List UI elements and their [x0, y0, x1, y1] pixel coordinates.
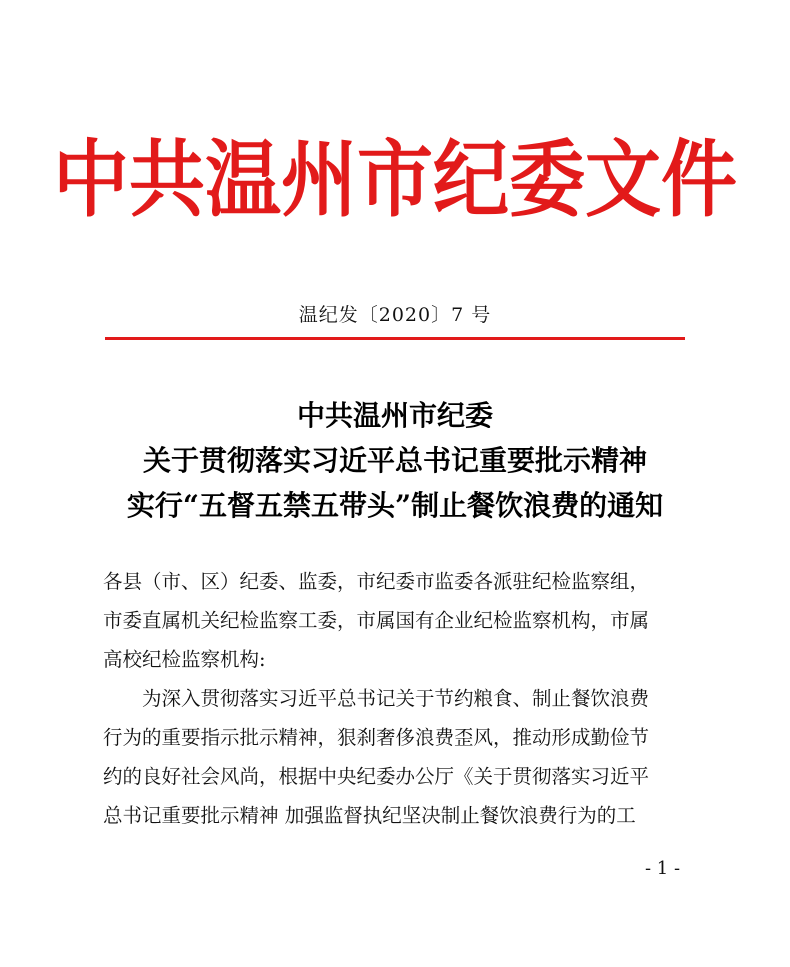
page-number: - 1 - [645, 858, 681, 879]
masthead-title: 中共温州市纪委文件 [53, 130, 737, 229]
title-line-3: 实行“五督五禁五带头”制止餐饮浪费的通知 [126, 489, 664, 522]
document-number: 温纪发〔2020〕7 号 [298, 304, 492, 326]
body-line: 各县（市、区）纪委、监委，市纪委市监委各派驻纪检监察组， [103, 570, 650, 593]
body-line: 行为的重要指示批示精神，狠刹奢侈浪费歪风，推动形成勤俭节 [103, 726, 650, 749]
red-divider-line [105, 337, 685, 340]
title-line-1: 中共温州市纪委 [296, 399, 493, 432]
title-line-2: 关于贯彻落实习近平总书记重要批示精神 [142, 444, 647, 477]
body-line: 高校纪检监察机构: [103, 648, 266, 671]
body-line: 市委直属机关纪检监察工委，市属国有企业纪检监察机构，市属 [103, 609, 650, 632]
body-text [103, 562, 693, 835]
body-line: 为深入贯彻落实习近平总书记关于节约粮食、制止餐饮浪费 [142, 687, 650, 710]
body-line: 总书记重要批示精神 加强监督执纪坚决制止餐饮浪费行为的工 [103, 804, 636, 827]
body-line: 约的良好社会风尚，根据中央纪委办公厅《关于贯彻落实习近平 [103, 765, 650, 788]
notice-title [0, 393, 790, 528]
